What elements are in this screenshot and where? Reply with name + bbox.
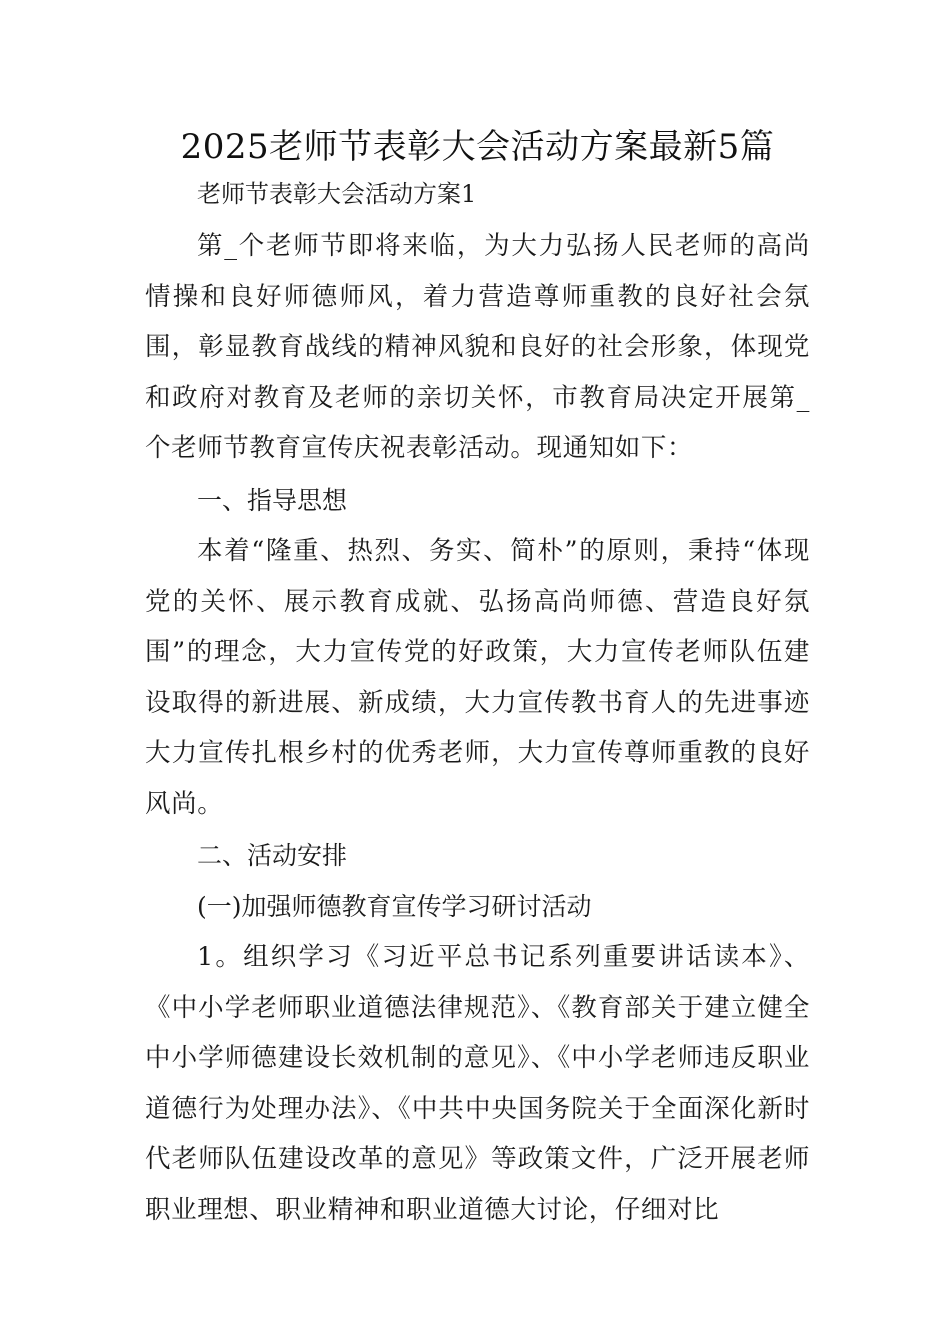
document-title: 2025老师节表彰大会活动方案最新5篇 xyxy=(180,127,775,167)
section-title: 老师节表彰大会活动方案1 xyxy=(197,180,477,208)
guiding-thought-paragraph: 本着“隆重、热烈、务实、简朴”的原则，秉持“体现党的关怀、展示教育成就、弘扬高尚师德、营造良好氛围”的理念，大力宣传党的好政策，大力宣传老师队伍建设取得的新进展、新成绩，大力宣传教书育人的先进事迹大力宣传扎根乡村的优秀老师，大力宣传尊师重教的良好风尚。 xyxy=(145,536,810,819)
document-page xyxy=(145,125,810,1235)
heading-guiding-thought: 一、指导思想 xyxy=(197,485,348,515)
item-1-paragraph: 1。组织学习《习近平总书记系列重要讲话读本》、《中小学老师职业道德法律规范》、《教育部关于建立健全中小学师德建设长效机制的意见》、《中小学老师违反职业道德行为处理办法》、《中共中央国务院关于全面深化新时代老师队伍建设改革的意见》等政策文件，广泛开展老师职业理想、职业精神和职业道德大讨论，仔细对比 xyxy=(145,942,810,1225)
intro-paragraph: 第_个老师节即将来临，为大力弘扬人民老师的高尚情操和良好师德师风，着力营造尊师重教的良好社会氛围，彰显教育战线的精神风貌和良好的社会形象，体现党和政府对教育及老师的亲切关怀，市教育局决定开展第_个老师节教育宣传庆祝表彰活动。现通知如下： xyxy=(145,231,810,463)
subheading-teacher-ethics: (一)加强师德教育宣传学习研讨活动 xyxy=(197,891,592,921)
heading-activity-arrangement: 二、活动安排 xyxy=(197,841,348,870)
